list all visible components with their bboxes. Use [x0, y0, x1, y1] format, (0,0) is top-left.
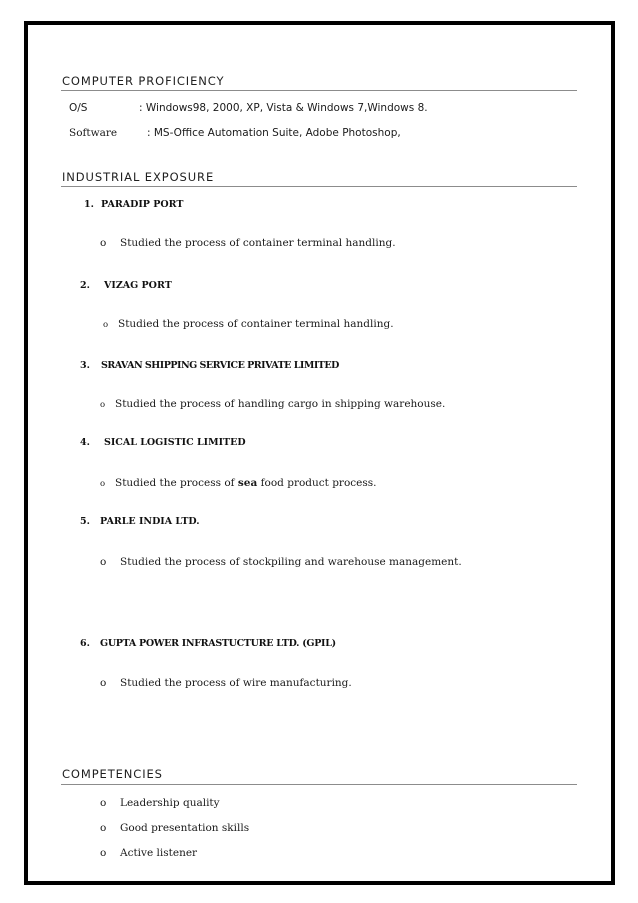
- exposure-item-detail: Studied the process of wire manufacturing.: [120, 677, 352, 689]
- detail-text-pre: Studied the process of: [115, 477, 238, 489]
- os-label: O/S: [69, 102, 88, 114]
- detail-text-post: food product process.: [257, 477, 377, 489]
- bullet-marker: o: [100, 237, 107, 249]
- section-rule: [61, 90, 577, 91]
- section-rule: [61, 186, 577, 187]
- section-heading-competencies: COMPETENCIES: [62, 767, 163, 781]
- exposure-item-title: GUPTA POWER INFRASTUCTURE LTD. (GPIL): [100, 638, 336, 649]
- software-value: : MS-Office Automation Suite, Adobe Photoshop,: [147, 127, 401, 139]
- detail-text-bold: sea: [237, 477, 258, 489]
- exposure-item-title: VIZAG PORT: [104, 280, 172, 291]
- exposure-item-number: 3.: [80, 360, 90, 371]
- exposure-item-detail: Studied the process of container terminal handling.: [118, 318, 394, 330]
- bullet-marker: o: [100, 556, 107, 568]
- exposure-item-number: 4.: [80, 437, 90, 448]
- bullet-marker: o: [100, 677, 107, 689]
- exposure-item-detail: Studied the process of container terminal handling.: [120, 237, 396, 249]
- exposure-item-title: PARLE INDIA LTD.: [100, 516, 200, 527]
- os-value: : Windows98, 2000, XP, Vista & Windows 7,Windows 8.: [139, 102, 428, 114]
- bullet-marker: o: [100, 479, 106, 489]
- competency-item: Active listener: [120, 847, 198, 859]
- bullet-marker: o: [100, 400, 106, 410]
- exposure-item-detail: [115, 477, 376, 489]
- bullet-marker: o: [103, 320, 109, 330]
- exposure-item-number: 6.: [80, 638, 90, 649]
- section-heading-computer-proficiency: COMPUTER PROFICIENCY: [62, 74, 225, 88]
- exposure-item-number: 1.: [84, 199, 94, 210]
- page-border: [24, 21, 615, 885]
- exposure-item-detail: Studied the process of handling cargo in shipping warehouse.: [115, 398, 446, 410]
- exposure-item-title: SICAL LOGISTIC LIMITED: [104, 437, 246, 448]
- exposure-item-title: PARADIP PORT: [101, 199, 184, 210]
- competency-item: Leadership quality: [120, 797, 220, 809]
- exposure-item-detail: Studied the process of stockpiling and warehouse management.: [120, 556, 462, 568]
- section-heading-industrial-exposure: INDUSTRIAL EXPOSURE: [62, 170, 215, 184]
- bullet-marker: o: [100, 797, 107, 809]
- competency-item: Good presentation skills: [120, 822, 250, 834]
- software-label: Software: [69, 127, 118, 139]
- exposure-item-number: 2.: [80, 280, 90, 291]
- exposure-item-title: SRAVAN SHIPPING SERVICE PRIVATE LIMITED: [101, 360, 339, 371]
- bullet-marker: o: [100, 822, 107, 834]
- exposure-item-number: 5.: [80, 516, 90, 527]
- section-rule: [61, 784, 577, 785]
- bullet-marker: o: [100, 847, 107, 859]
